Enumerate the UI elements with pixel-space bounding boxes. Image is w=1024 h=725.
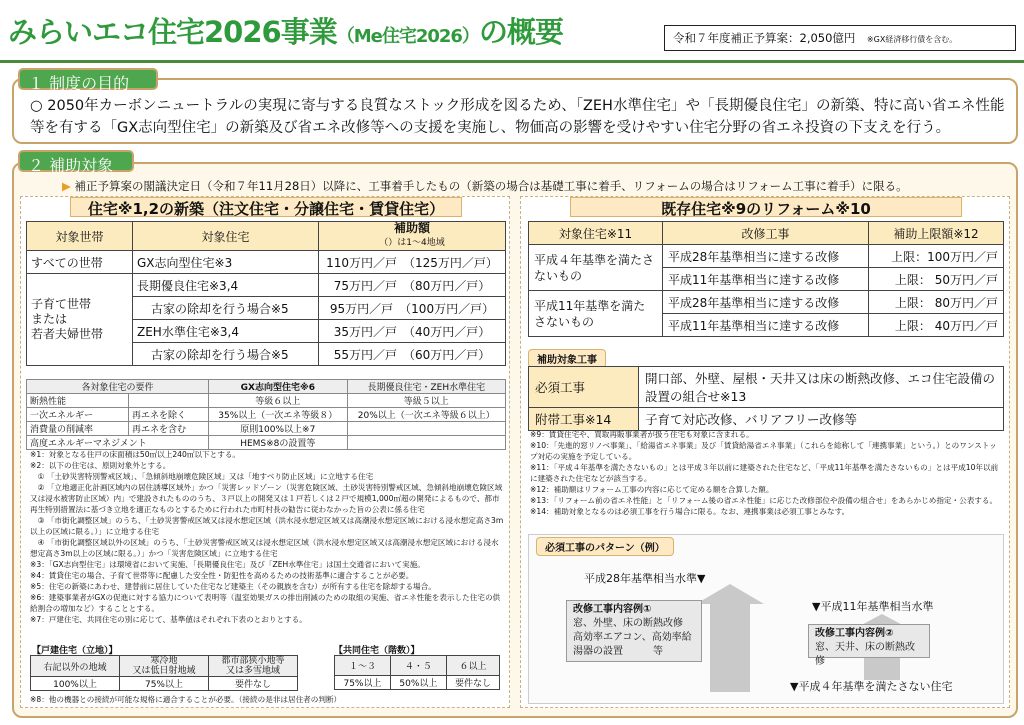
title-tail: の概要 [478, 15, 563, 49]
note-line: ※4：賃貸住宅の場合、子育て世帯等に配慮した安全性・防犯性を高めるための技術基準に適合することが必要。 [30, 571, 414, 580]
purpose-text: ○ 2050年カーボンニュートラルの実現に寄与する良質なストック形成を図るため、「ZEH水準住宅」や「長期優良住宅」の新築、特に高い省エネ性能等を有する「GX志向型住宅」の新築及び省エネ改修等への支援を実施し、物価高の影響を受けやすい住宅分野の省エネ投資の下支えを行う。 [30, 98, 1005, 136]
case-2-text: 窓、天井、床の断熱改修 [815, 642, 915, 667]
detached-h1: 右記以外の地域 [31, 656, 120, 677]
reform-work: 平成28年基準相当に達する改修 [663, 245, 869, 268]
pattern-label: 必須工事のパターン（例） [536, 537, 674, 556]
detached-v1: 100%以上 [31, 677, 120, 691]
case-1-text: 窓、外壁、床の断熱改修 高効率エアコン、高効率給 湯器の設置 等 [573, 618, 692, 657]
budget-note: ※GX経済移行債を含む。 [866, 35, 958, 44]
level-11: ▼平成11年基準相当水準 [812, 600, 934, 613]
req-cell: 等級５以上 [347, 394, 505, 408]
header-rule [0, 60, 1024, 63]
req-cell [347, 436, 505, 450]
req-cell: 消費量の削減率 [27, 422, 129, 436]
req-cell: 等級６以上 [209, 394, 348, 408]
note-line: ① 「土砂災害特別警戒区域」、「急傾斜地崩壊危険区域」又は「地すべり防止区域」に立地する住宅 [30, 472, 374, 481]
note-line: ※12：補助額はリフォーム工事の内容に応じて定める額を合算した額。 [530, 485, 774, 494]
note-line: ※2：以下の住宅は、原則対象外とする。 [30, 461, 171, 470]
reform-col2: 改修工事 [663, 222, 869, 245]
note-line: ※3：「GX志向型住宅」は環境省において実施、「長期優良住宅」及び「ZEH水準住宅」は国土交通省において実施。 [30, 560, 425, 569]
works-table [528, 366, 1004, 431]
notes-left [30, 449, 504, 625]
req-h2: GX志向型住宅※6 [209, 380, 348, 394]
col-household: 対象世帯 [27, 222, 133, 251]
reform-col1: 対象住宅※11 [529, 222, 663, 245]
cell-long: 長期優良住宅※3,4 [133, 274, 319, 297]
newbuild-table [26, 221, 506, 366]
reform-col3: 補助上限額※12 [869, 222, 1004, 245]
level-4: ▼平成４年基準を満たさない住宅 [790, 680, 953, 693]
arrow-up-icon [710, 600, 750, 692]
req-cell: 原則100%以上※7 [209, 422, 348, 436]
requirements-table [26, 379, 506, 450]
req-cell: 再エネを含む [129, 422, 209, 436]
collective-v2: 50%以上 [390, 676, 446, 690]
detached-v3: 要件なし [209, 677, 298, 691]
cell-long-demo: 古家の除却を行う場合※5 [133, 297, 319, 320]
reform-cap: 上限： 50万円／戸 [869, 268, 1004, 291]
note-line: ※5：住宅の新築にあわせ、建替前に居住していた住宅など建築主（その親族を含む）が所有する住宅を除却する場合。 [30, 582, 436, 591]
note-8: ※8：他の機器との接続が可能な規格に適合することが必要。（接続の是非は居住者の判断） [30, 695, 342, 704]
works-req: 必須工事 [529, 367, 639, 408]
cell-young-households: 子育て世帯 または 若者夫婦世帯 [27, 274, 133, 366]
budget-text: 令和７年度補正予算案：2,050億円 [673, 31, 856, 45]
cell-zeh: ZEH水準住宅※3,4 [133, 320, 319, 343]
note-line: ③ 「市街化調整区域」のうち、「土砂災害警戒区域又は浸水想定区域（洪水浸水想定区域又は高潮浸水想定区域における浸水想定高さ3m以上の区域に限る。）」に立地する住宅 [30, 516, 504, 536]
collective-h2: ４・５ [390, 656, 446, 676]
newbuild-heading: 住宅※1,2の新築（注文住宅・分譲住宅・賃貸住宅） [70, 197, 462, 217]
note-line: ※9：賃貸住宅や、買取再販事業者が扱う住宅も対象に含まれる。 [530, 430, 754, 439]
works-add-text: 子育て対応改修、バリアフリー改修等 [639, 408, 1004, 431]
reform-group-2: 平成11年基準を満たさないもの [529, 291, 663, 337]
req-cell: 35%以上（一次エネ等級８） [209, 408, 348, 422]
req-cell [347, 422, 505, 436]
scope-text [62, 178, 908, 194]
detached-h2: 寒冷地 又は低日射地域 [120, 656, 209, 677]
reform-table [528, 221, 1004, 337]
reform-heading: 既存住宅※9のリフォーム※10 [570, 197, 962, 217]
collective-title: 【共同住宅（階数）】 [334, 646, 420, 656]
note-line: ② 「立地適正化計画区域内の居住誘導区域外」かつ「災害レッドゾーン（災害危険区域、土砂災害特別警戒区域、急傾斜地崩壊危険区域又は浸水被害防止区域）内」で建設されたもののうち、３戸以上の開発又は１戸若しくは２戸で規模1,000㎡超の開発によるもので、都市再生特別措置法に基づき立地を適正なものとするために行われた市町村長の勧告に従わなかった旨の公表に係る住宅 [30, 483, 503, 514]
req-cell: HEMS※8の設置等 [209, 436, 348, 450]
section-scope-heading: ２ 補助対象 [18, 150, 134, 172]
collective-v3: 要件なし [446, 676, 499, 690]
reform-cap: 上限：100万円／戸 [869, 245, 1004, 268]
col-amount-label: 補助額 [393, 221, 430, 235]
note-line: ※1：対象となる住戸の床面積は50㎡以上240㎡以下とする。 [30, 450, 241, 459]
collective-table [334, 655, 500, 690]
case-2-title: 改修工事内容例② [815, 628, 894, 639]
title-paren: （Me住宅2026） [336, 26, 479, 47]
cell-gx-amount: 110万円／戸 （125万円／戸） [319, 251, 506, 274]
cell-zeh-demo-amount: 55万円／戸 （60万円／戸） [319, 343, 506, 366]
req-cell: 断熱性能 [27, 394, 129, 408]
note-line: ※6：建築事業者がGXの促進に対する協力について表明等（温室効果ガスの排出削減のための取組の実施、省エネ性能を表示した住宅の供給割合の増加など）することとする。 [30, 593, 501, 613]
level-28: 平成28年基準相当水準▼ [584, 572, 706, 585]
cell-all-households: すべての世帯 [27, 251, 133, 274]
note-line: ※14：補助対象となるのは必須工事を行う場合に限る。なお、連携事業は必須工事とみなす。 [530, 507, 850, 516]
works-label: 補助対象工事 [528, 349, 606, 368]
col-amount [319, 222, 506, 251]
arrow-head-icon [696, 584, 764, 604]
works-req-text: 開口部、外壁、屋根・天井又は床の断熱改修、エコ住宅設備の設置の組合せ※13 [639, 367, 1004, 408]
req-h3: 長期優良住宅・ZEH水準住宅 [347, 380, 505, 394]
page-title: みらいエコ住宅2026事業（Me住宅2026）の概要 [8, 15, 563, 49]
cell-zeh-demo: 古家の除却を行う場合※5 [133, 343, 319, 366]
scope-label: 補正予算案の閣議決定日（令和７年11月28日）以降に、工事着手したもの（新築の場合は基礎工事に着手、リフォームの場合はリフォーム工事に着手）に限る。 [74, 179, 908, 193]
req-cell [129, 394, 209, 408]
triangle-icon: ▶ [62, 179, 71, 193]
reform-group-1: 平成４年基準を満たさないもの [529, 245, 663, 291]
case-1-title: 改修工事内容例① [573, 604, 652, 615]
collective-h1: １～３ [335, 656, 391, 676]
cell-long-demo-amount: 95万円／戸 （100万円／戸） [319, 297, 506, 320]
note-line: ④ 「市街化調整区域以外の区域」のうち、「土砂災害警戒区域又は浸水想定区域（洪水浸水想定区域又は高潮浸水想定区域における浸水想定高さ3m以上の区域に限る。）」かつ「災害危険区域」に立地する住宅 [30, 538, 499, 558]
req-h1: 各対象住宅の要件 [27, 380, 209, 394]
note-line: ※10：「先進的窓リノベ事業」、「給湯省エネ事業」及び「賃貸給湯省エネ事業」（これらを総称して「連携事業」という。）とのワンストップ対応の実施を予定している。 [530, 441, 997, 461]
detached-title: 【戸建住宅（立地）】 [32, 646, 118, 656]
req-cell: 20%以上（一次エネ等級６以上） [347, 408, 505, 422]
cell-long-amount: 75万円／戸 （80万円／戸） [319, 274, 506, 297]
req-cell: 高度エネルギーマネジメント [27, 436, 209, 450]
cell-gx: GX志向型住宅※3 [133, 251, 319, 274]
detached-h3: 都市部狭小地等 又は多雪地域 [209, 656, 298, 677]
reform-work: 平成11年基準相当に達する改修 [663, 268, 869, 291]
case-1 [566, 600, 702, 662]
budget-box [664, 25, 1016, 51]
collective-h3: ６以上 [446, 656, 499, 676]
section-purpose-heading: １ 制度の目的 [18, 68, 158, 90]
case-2 [808, 624, 930, 667]
reform-work: 平成11年基準相当に達する改修 [663, 314, 869, 337]
detached-v2: 75%以上 [120, 677, 209, 691]
col-house: 対象住宅 [133, 222, 319, 251]
req-cell: 一次エネルギー [27, 408, 129, 422]
reform-cap: 上限： 80万円／戸 [869, 291, 1004, 314]
col-amount-sub: （）は1～4地域 [379, 238, 445, 248]
collective-v1: 75%以上 [335, 676, 391, 690]
req-cell: 再エネを除く [129, 408, 209, 422]
reform-work: 平成28年基準相当に達する改修 [663, 291, 869, 314]
detached-table [30, 655, 298, 691]
works-add: 附帯工事※14 [529, 408, 639, 431]
reform-cap: 上限： 40万円／戸 [869, 314, 1004, 337]
notes-right [530, 429, 1000, 517]
note-line: ※7：戸建住宅、共同住宅の別に応じて、基準値はそれぞれ下表のとおりとする。 [30, 615, 307, 624]
note-line: ※11：「平成４年基準を満たさないもの」とは平成３年以前に建築された住宅など、「平成11年基準を満たさないもの」とは平成10年以前に建築された住宅などが該当する。 [530, 463, 999, 483]
note-line: ※13：「リフォーム前の省エネ性能」と「リフォーム後の省エネ性能」に応じた改修部位や設備の組合せ」をあらかじめ指定・公表する。 [530, 496, 998, 505]
cell-zeh-amount: 35万円／戸 （40万円／戸） [319, 320, 506, 343]
